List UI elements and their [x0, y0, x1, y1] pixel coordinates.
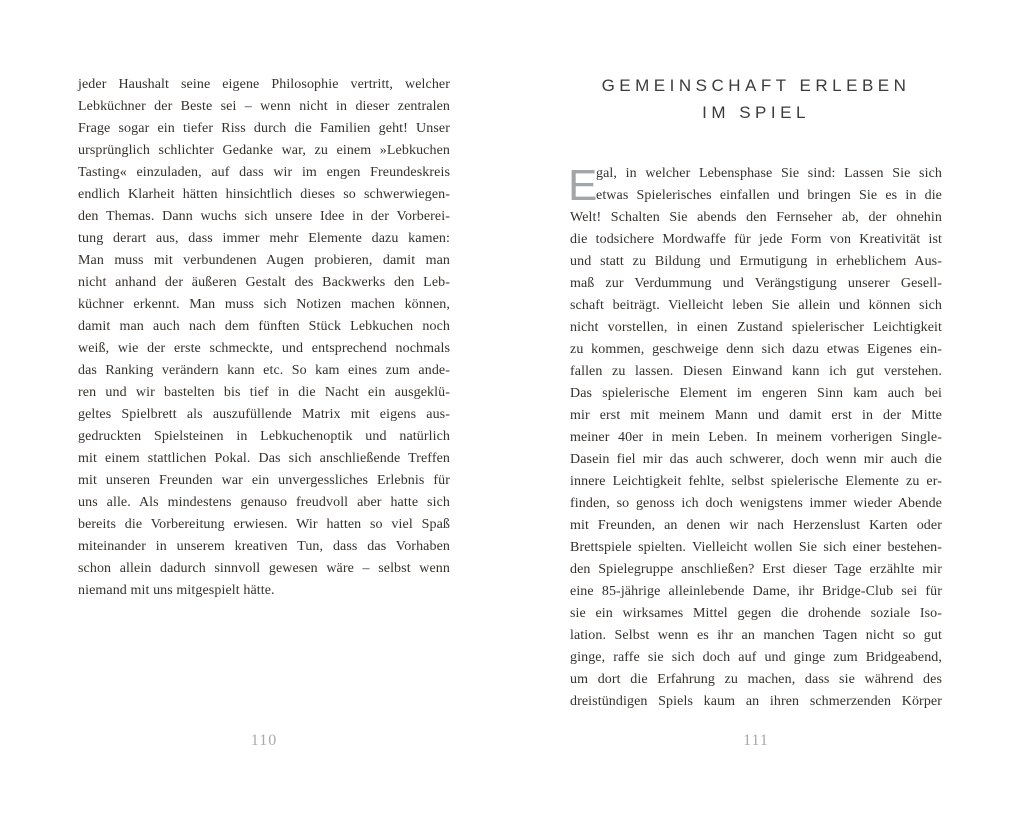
- text-line: mir erst mit meinem Mann und damit erst in der Mitte: [570, 408, 942, 423]
- text-line: ginge, raffe sie sich doch auf und ginge zum Bridgeabend,: [570, 650, 942, 665]
- text-line: finden, so genoss ich doch wenigstens immer wieder Abende: [570, 496, 942, 511]
- text-line: lation. Selbst wenn es ihr an manchen Tagen nicht so gut: [570, 628, 942, 643]
- text-line: Frage sogar ein tiefer Riss durch die Familien geht! Unser: [78, 121, 450, 136]
- text-line: ursprünglich schlichter Gedanke war, zu einem »Lebkuchen: [78, 143, 450, 158]
- text-line: geltes Spielbrett als auszufüllende Matrix mit eigens aus-: [78, 407, 450, 422]
- text-line: gal, in welcher Lebensphase Sie sind: Lassen Sie sich: [596, 166, 942, 181]
- text-line: innere Leichtigkeit fehlte, selbst spielerische Elemente zu er-: [570, 474, 942, 489]
- text-line: um dort die Erfahrung zu machen, dass sie während des: [570, 672, 942, 687]
- text-line: jeder Haushalt seine eigene Philosophie vertritt, welcher: [78, 77, 450, 92]
- right-page-number: 111: [743, 732, 769, 749]
- text-line: weiß, wie der erste schmeckte, und entsprechend nochmals: [78, 341, 450, 356]
- text-line: den Spielegruppe anschließen? Erst dieser Tage erzählte mir: [570, 562, 942, 577]
- text-line: zu kommen, geschweige denn sich dazu etwas Eigenes ein-: [570, 342, 942, 357]
- text-line: Dasein fiel mir das auch schwerer, doch wenn mir auch die: [570, 452, 942, 467]
- text-line: meiner 40er in mein Leben. In meinem vorherigen Single-: [570, 430, 942, 445]
- text-line: etwas Spielerisches einfallen und bringen Sie es in die: [596, 188, 942, 203]
- text-line: nicht anhand der äußeren Gestalt des Backwerks den Leb-: [78, 275, 450, 290]
- text-line: schaft beiträgt. Vielleicht leben Sie allein und können sich: [570, 298, 942, 313]
- text-line: Man muss mit verbundenen Augen probieren, damit man: [78, 253, 450, 268]
- text-line: maß zur Verdummung und Verängstigung unserer Gesell-: [570, 276, 942, 291]
- text-line: das Ranking verändern kann etc. So kam eines zum ande-: [78, 363, 450, 378]
- text-line: Welt! Schalten Sie abends den Fernseher ab, der ohnehin: [570, 210, 942, 225]
- text-line: die todsichere Mordwaffe für jede Form von Kreativität ist: [570, 232, 942, 247]
- text-line: gedruckten Spielsteinen in Lebkuchenoptik und natürlich: [78, 429, 450, 444]
- right-page-body-text: [570, 163, 942, 713]
- text-line: sie ein wirksames Mittel gegen die drohende soziale Iso-: [570, 606, 942, 621]
- text-line: eine 85-jährige alleinlebende Dame, ihr Bridge-Club sei für: [570, 584, 942, 599]
- text-line: miteinander in unserem kreativen Tun, dass das Vorhaben: [78, 539, 450, 554]
- text-line: und statt zu Bildung und Ermutigung in erheblichem Aus-: [570, 254, 942, 269]
- text-line: fallen zu lassen. Diesen Einwand kann ich gut verstehen.: [570, 364, 942, 379]
- text-line: Brettspiele spielten. Vielleicht wollen Sie sich einer bestehen-: [570, 540, 942, 555]
- text-line: mit Freunden, an denen wir nach Herzenslust Karten oder: [570, 518, 942, 533]
- chapter-heading: [570, 72, 942, 126]
- text-line: damit man auch nach dem fünften Stück Lebkuchen noch: [78, 319, 450, 334]
- text-line: küchner erkennt. Man muss sich Notizen machen können,: [78, 297, 450, 312]
- text-line: endlich Klarheit hätten hinsichtlich dieses so schwerwiegen-: [78, 187, 450, 202]
- text-line: bereits die Vorbereitung erwiesen. Wir hatten so viel Spaß: [78, 517, 450, 532]
- chapter-heading-line2: IM SPIEL: [702, 103, 810, 122]
- text-line: mit einem stattlichen Pokal. Das sich anschließende Treffen: [78, 451, 450, 466]
- text-line: schon allein dadurch sinnvoll gewesen wäre – selbst wenn: [78, 561, 450, 576]
- text-line: nicht vorstellen, in einen Zustand spielerischer Leichtigkeit: [570, 320, 942, 335]
- text-line: Das spielerische Element im engeren Sinn kam auch bei: [570, 386, 942, 401]
- text-line: tung derart aus, dass immer mehr Elemente dazu kamen:: [78, 231, 450, 246]
- text-line: ren und wir bastelten bis tief in die Nacht ein ausgeklü-: [78, 385, 450, 400]
- text-line: uns alle. Als mindestens genauso freudvoll aber hatte sich: [78, 495, 450, 510]
- text-line: dreistündigen Spiels kaum an ihren schmerzenden Körper: [570, 694, 942, 709]
- text-line: Tasting« einzuladen, auf dass wir im engen Freundeskreis: [78, 165, 450, 180]
- text-line: Lebküchner der Beste sei – wenn nicht in dieser zentralen: [78, 99, 450, 114]
- left-page-number: 110: [250, 732, 278, 749]
- drop-cap-letter: E: [568, 161, 598, 210]
- text-line: mit unseren Freunden war ein unvergessliches Erlebnis für: [78, 473, 450, 488]
- chapter-heading-line1: GEMEINSCHAFT ERLEBEN: [601, 76, 911, 95]
- text-line: den Themas. Dann wuchs sich unsere Idee in der Vorberei-: [78, 209, 450, 224]
- left-page-body-text: [78, 74, 450, 602]
- text-line: niemand mit uns mitgespielt hätte.: [78, 583, 275, 598]
